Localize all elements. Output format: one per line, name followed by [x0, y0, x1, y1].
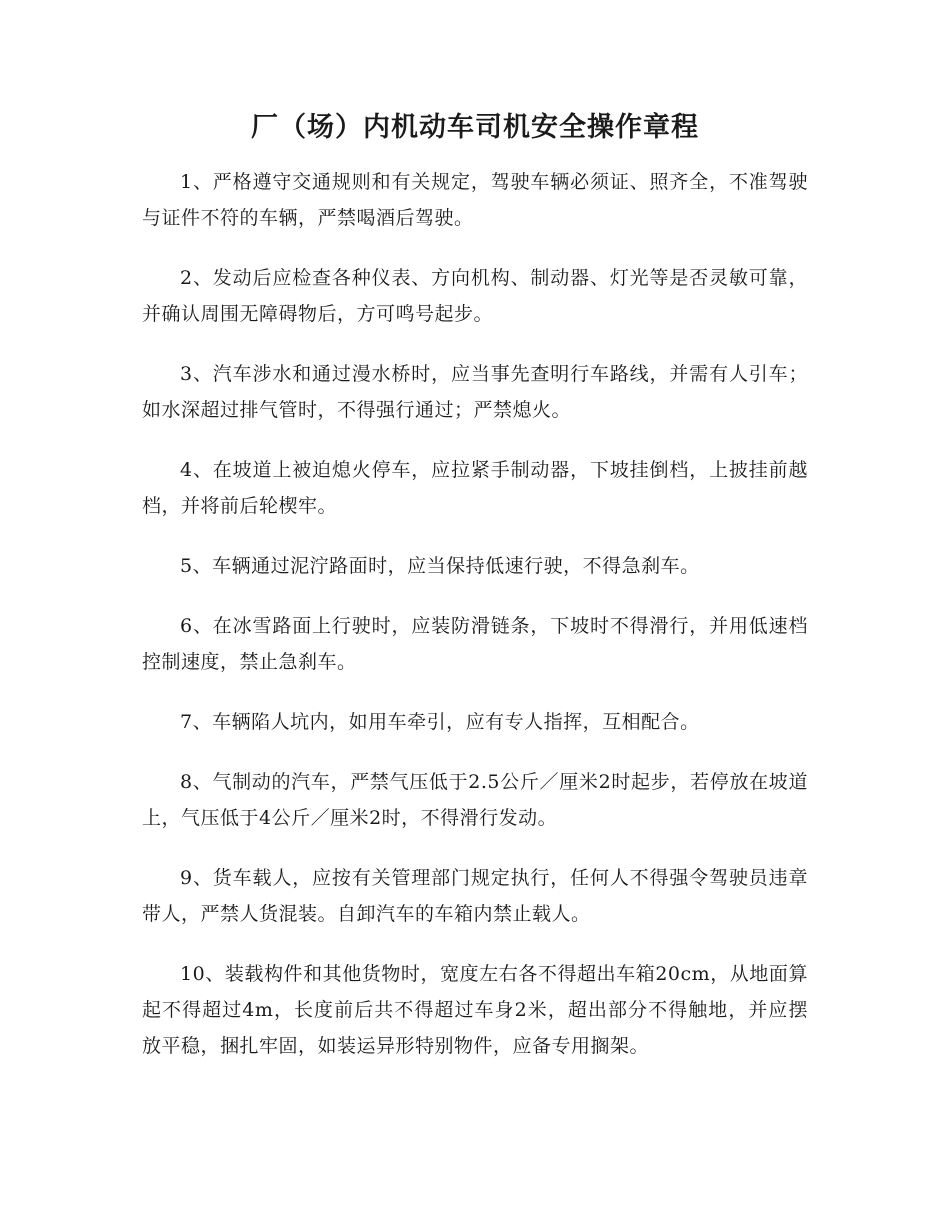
regulation-item-7: 7、车辆陷人坑内，如用车牵引，应有专人指挥，互相配合。 [180, 711, 700, 733]
regulation-list [142, 164, 808, 1064]
regulation-item-8: 8、气制动的汽车，严禁气压低于2.5公斤／厘米2时起步，若停放在坡道上，气压低于4公斤／厘米2时，不得滑行发动。 [142, 771, 808, 829]
regulation-item-9: 9、货车载人，应按有关管理部门规定执行，任何人不得强令驾驶员违章带人，严禁人货混装。自卸汽车的车箱内禁止载人。 [142, 867, 808, 925]
regulation-item-6: 6、在冰雪路面上行驶时，应装防滑链条，下坡时不得滑行，并用低速档控制速度，禁止急刹车。 [142, 615, 808, 673]
regulation-item-4: 4、在坡道上被迫熄火停车，应拉紧手制动器，下坡挂倒档，上披挂前越档，并将前后轮楔牢。 [142, 459, 808, 517]
regulation-item-2: 2、发动后应检查各种仪表、方向机构、制动器、灯光等是否灵敏可靠，并确认周围无障碍物后，方可鸣号起步。 [142, 267, 808, 325]
regulation-item-3: 3、汽车涉水和通过漫水桥时，应当事先查明行车路线，并需有人引车；如水深超过排气管时，不得强行通过；严禁熄火。 [142, 363, 808, 421]
regulation-item-5: 5、车辆通过泥泞路面时，应当保持低速行驶，不得急刹车。 [180, 555, 700, 577]
page-title: 厂（场）内机动车司机安全操作章程 [251, 112, 699, 143]
regulation-item-1: 1、严格遵守交通规则和有关规定，驾驶车辆必须证、照齐全，不准驾驶与证件不符的车辆，严禁喝酒后驾驶。 [142, 171, 808, 229]
regulation-item-10: 10、装载构件和其他货物时，宽度左右各不得超出车箱20cm，从地面算起不得超过4m，长度前后共不得超过车身2米，超出部分不得触地，并应摆放平稳，捆扎牢固，如装运异形特别物件，应备专用搁架。 [142, 963, 808, 1057]
document-content [142, 108, 808, 1088]
